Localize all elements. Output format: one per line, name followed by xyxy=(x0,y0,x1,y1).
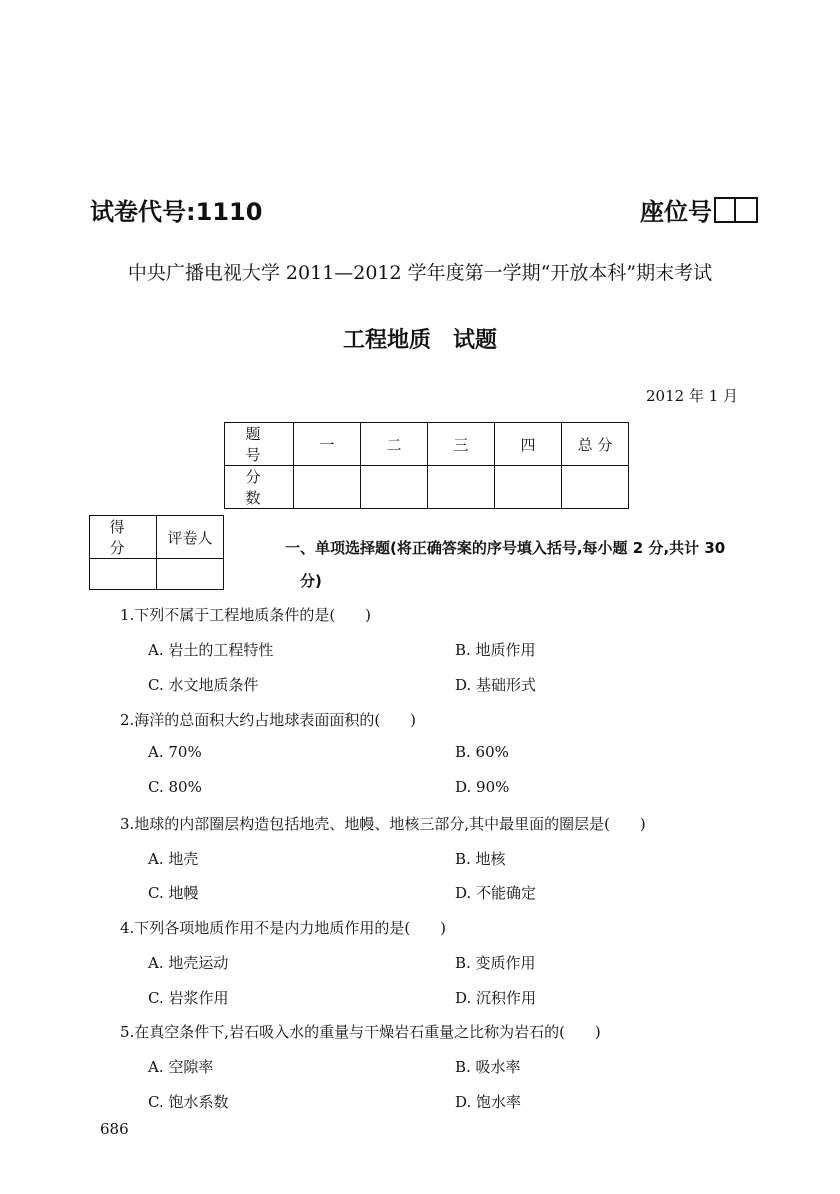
score-row-label: 分 数 xyxy=(225,466,294,509)
option-b[interactable]: B. 地质作用 xyxy=(455,641,536,659)
grader-table xyxy=(89,515,224,590)
page-number: 686 xyxy=(100,1120,129,1138)
score-cell[interactable] xyxy=(562,466,629,509)
option-d[interactable]: D. 90% xyxy=(455,778,510,796)
score-cell[interactable] xyxy=(294,466,361,509)
option-b[interactable]: B. 60% xyxy=(455,743,509,761)
paper-code: 试卷代号:1110 xyxy=(90,198,263,226)
grader-score-cell[interactable] xyxy=(90,559,157,590)
score-header-cell: 二 xyxy=(361,423,428,466)
score-table-header-row xyxy=(225,423,629,466)
option-a[interactable]: A. 地壳 xyxy=(148,850,199,868)
question-stem: 3.地球的内部圈层构造包括地壳、地幔、地核三部分,其中最里面的圈层是( ) xyxy=(120,815,646,833)
option-b[interactable]: B. 变质作用 xyxy=(455,954,536,972)
option-b[interactable]: B. 吸水率 xyxy=(455,1058,521,1076)
seat-label: 座位号 xyxy=(640,198,712,226)
exam-name: 中央广播电视大学 2011—2012 学年度第一学期“开放本科”期末考试 xyxy=(127,262,713,284)
score-header-cell: 一 xyxy=(294,423,361,466)
question-stem: 5.在真空条件下,岩石吸入水的重量与干燥岩石重量之比称为岩石的( ) xyxy=(120,1023,601,1041)
question-stem: 1.下列不属于工程地质条件的是( ) xyxy=(120,606,372,624)
grader-entry-row xyxy=(90,559,224,590)
question-stem: 4.下列各项地质作用不是内力地质作用的是( ) xyxy=(120,919,447,937)
seat-number xyxy=(640,192,758,227)
exam-title: 工程地质 试题 xyxy=(342,328,497,353)
option-a[interactable]: A. 空隙率 xyxy=(148,1058,214,1076)
seat-box[interactable] xyxy=(736,197,758,223)
option-a[interactable]: A. 70% xyxy=(148,743,202,761)
score-header-cell: 题 号 xyxy=(225,423,294,466)
score-cell[interactable] xyxy=(361,466,428,509)
option-c[interactable]: C. 水文地质条件 xyxy=(148,676,259,694)
grader-name-cell[interactable] xyxy=(157,559,224,590)
option-b[interactable]: B. 地核 xyxy=(455,850,506,868)
score-table-score-row xyxy=(225,466,629,509)
option-a[interactable]: A. 岩土的工程特性 xyxy=(148,641,274,659)
score-header-cell: 四 xyxy=(495,423,562,466)
option-d[interactable]: D. 基础形式 xyxy=(455,676,537,694)
option-d[interactable]: D. 沉积作用 xyxy=(455,989,537,1007)
option-d[interactable]: D. 不能确定 xyxy=(455,884,537,902)
score-cell[interactable] xyxy=(495,466,562,509)
option-c[interactable]: C. 80% xyxy=(148,778,202,796)
seat-box[interactable] xyxy=(714,197,736,223)
score-table xyxy=(224,422,629,509)
score-header-cell: 总 分 xyxy=(562,423,629,466)
option-a[interactable]: A. 地壳运动 xyxy=(148,954,229,972)
exam-date: 2012 年 1 月 xyxy=(646,387,739,405)
score-cell[interactable] xyxy=(428,466,495,509)
score-header-cell: 三 xyxy=(428,423,495,466)
grader-header-row xyxy=(90,516,224,559)
grader-score-header: 得 分 xyxy=(90,516,157,559)
option-d[interactable]: D. 饱水率 xyxy=(455,1093,522,1111)
section-heading-continued: 分) xyxy=(300,572,322,590)
option-c[interactable]: C. 地幔 xyxy=(148,884,199,902)
question-stem: 2.海洋的总面积大约占地球表面面积的( ) xyxy=(120,711,417,729)
option-c[interactable]: C. 饱水系数 xyxy=(148,1093,229,1111)
grader-name-header: 评卷人 xyxy=(157,516,224,559)
section-heading: 一、单项选择题(将正确答案的序号填入括号,每小题 2 分,共计 30 xyxy=(285,539,726,557)
option-c[interactable]: C. 岩浆作用 xyxy=(148,989,229,1007)
seat-boxes xyxy=(714,197,758,223)
